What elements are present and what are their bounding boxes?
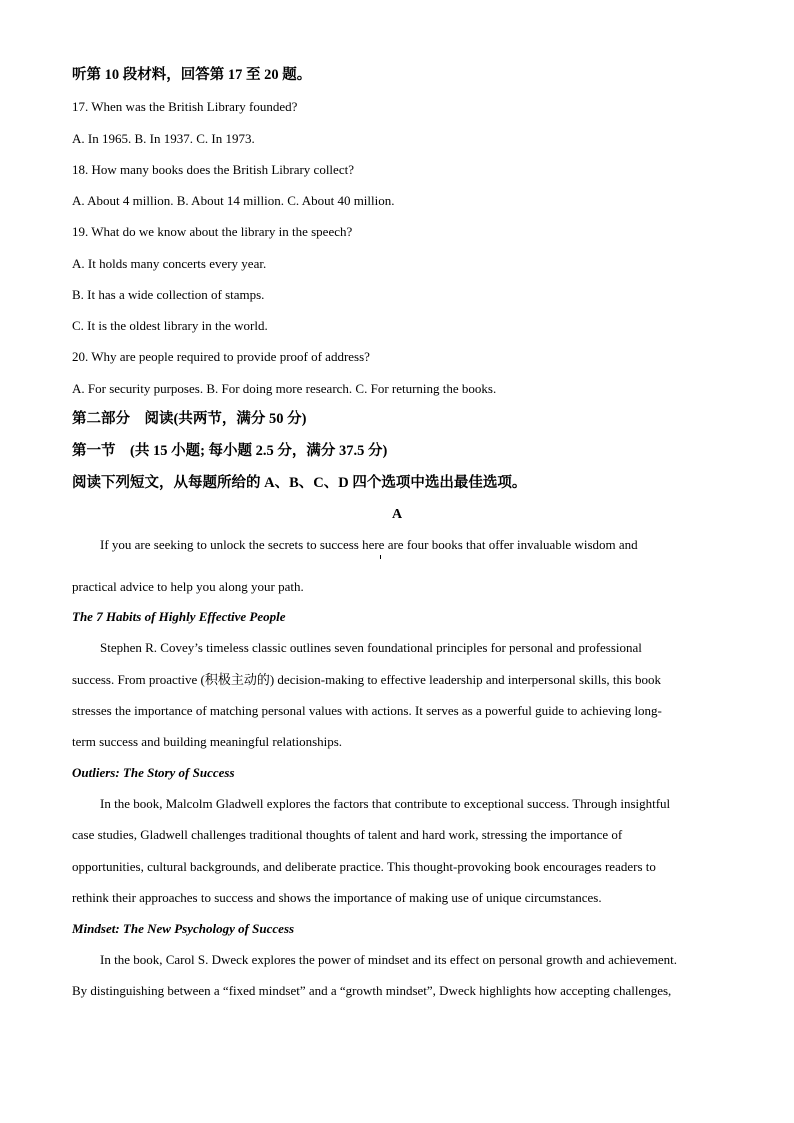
book-2-line-2: case studies, Gladwell challenges traditional thoughts of talent and hard work, stressing the importance of xyxy=(72,827,623,842)
reading-section-heading: 第一节 (共 15 小题; 每小题 2.5 分，满分 37.5 分) xyxy=(72,443,388,459)
book-2-line-1: In the book, Malcolm Gladwell explores the factors that contribute to exceptional success. Through insightful xyxy=(100,796,671,811)
book-1-line-1: Stephen R. Covey’s timeless classic outlines seven foundational principles for personal and professional xyxy=(100,640,642,655)
intro-line-1: If you are seeking to unlock the secrets to success here are four books that offer invaluable wisdom and xyxy=(100,537,638,552)
book-3-line-1: In the book, Carol S. Dweck explores the power of mindset and its effect on personal growth and achievement. xyxy=(100,952,678,967)
book-1-line-2: success. From proactive (积极主动的) decision-making to effective leadership and interpersonal skills, this book xyxy=(72,672,661,687)
book-title-1: The 7 Habits of Highly Effective People xyxy=(72,609,286,624)
question-17-stem: 17. When was the British Library founded? xyxy=(72,99,298,114)
book-1-line-4: term success and building meaningful relationships. xyxy=(72,734,343,749)
reading-instruction: 阅读下列短文，从每题所给的 A、B、C、D 四个选项中选出最佳选项。 xyxy=(72,475,527,491)
book-3-line-2: By distinguishing between a “fixed mindset” and a “growth mindset”, Dweck highlights how accepting challenges, xyxy=(72,983,672,998)
book-title-2: Outliers: The Story of Success xyxy=(72,765,235,780)
passage-label: A xyxy=(391,507,403,522)
question-20-options: A. For security purposes. B. For doing more research. C. For returning the books. xyxy=(72,381,497,396)
intro-line-2: practical advice to help you along your path. xyxy=(72,579,304,594)
book-2-line-3: opportunities, cultural backgrounds, and deliberate practice. This thought-provoking book encourages readers to xyxy=(72,859,656,874)
question-19-option-c: C. It is the oldest library in the world. xyxy=(72,318,268,333)
question-20-stem: 20. Why are people required to provide proof of address? xyxy=(72,349,370,364)
question-18-stem: 18. How many books does the British Library collect? xyxy=(72,162,354,177)
comma-mark xyxy=(380,555,381,559)
book-1-line-3: stresses the importance of matching personal values with actions. It serves as a powerful guide to achieving long- xyxy=(72,703,662,718)
listening-section-heading: 听第 10 段材料，回答第 17 至 20 题。 xyxy=(72,67,312,83)
reading-part-heading: 第二部分 阅读(共两节，满分 50 分) xyxy=(72,411,307,427)
question-18-options: A. About 4 million. B. About 14 million. C. About 40 million. xyxy=(72,193,395,208)
book-2-line-4: rethink their approaches to success and shows the importance of making use of unique circumstances. xyxy=(72,890,602,905)
book-title-3: Mindset: The New Psychology of Success xyxy=(72,921,295,936)
question-19-option-a: A. It holds many concerts every year. xyxy=(72,256,267,271)
question-19-option-b: B. It has a wide collection of stamps. xyxy=(72,287,265,302)
question-19-stem: 19. What do we know about the library in the speech? xyxy=(72,224,353,239)
question-17-options: A. In 1965. B. In 1937. C. In 1973. xyxy=(72,131,255,146)
